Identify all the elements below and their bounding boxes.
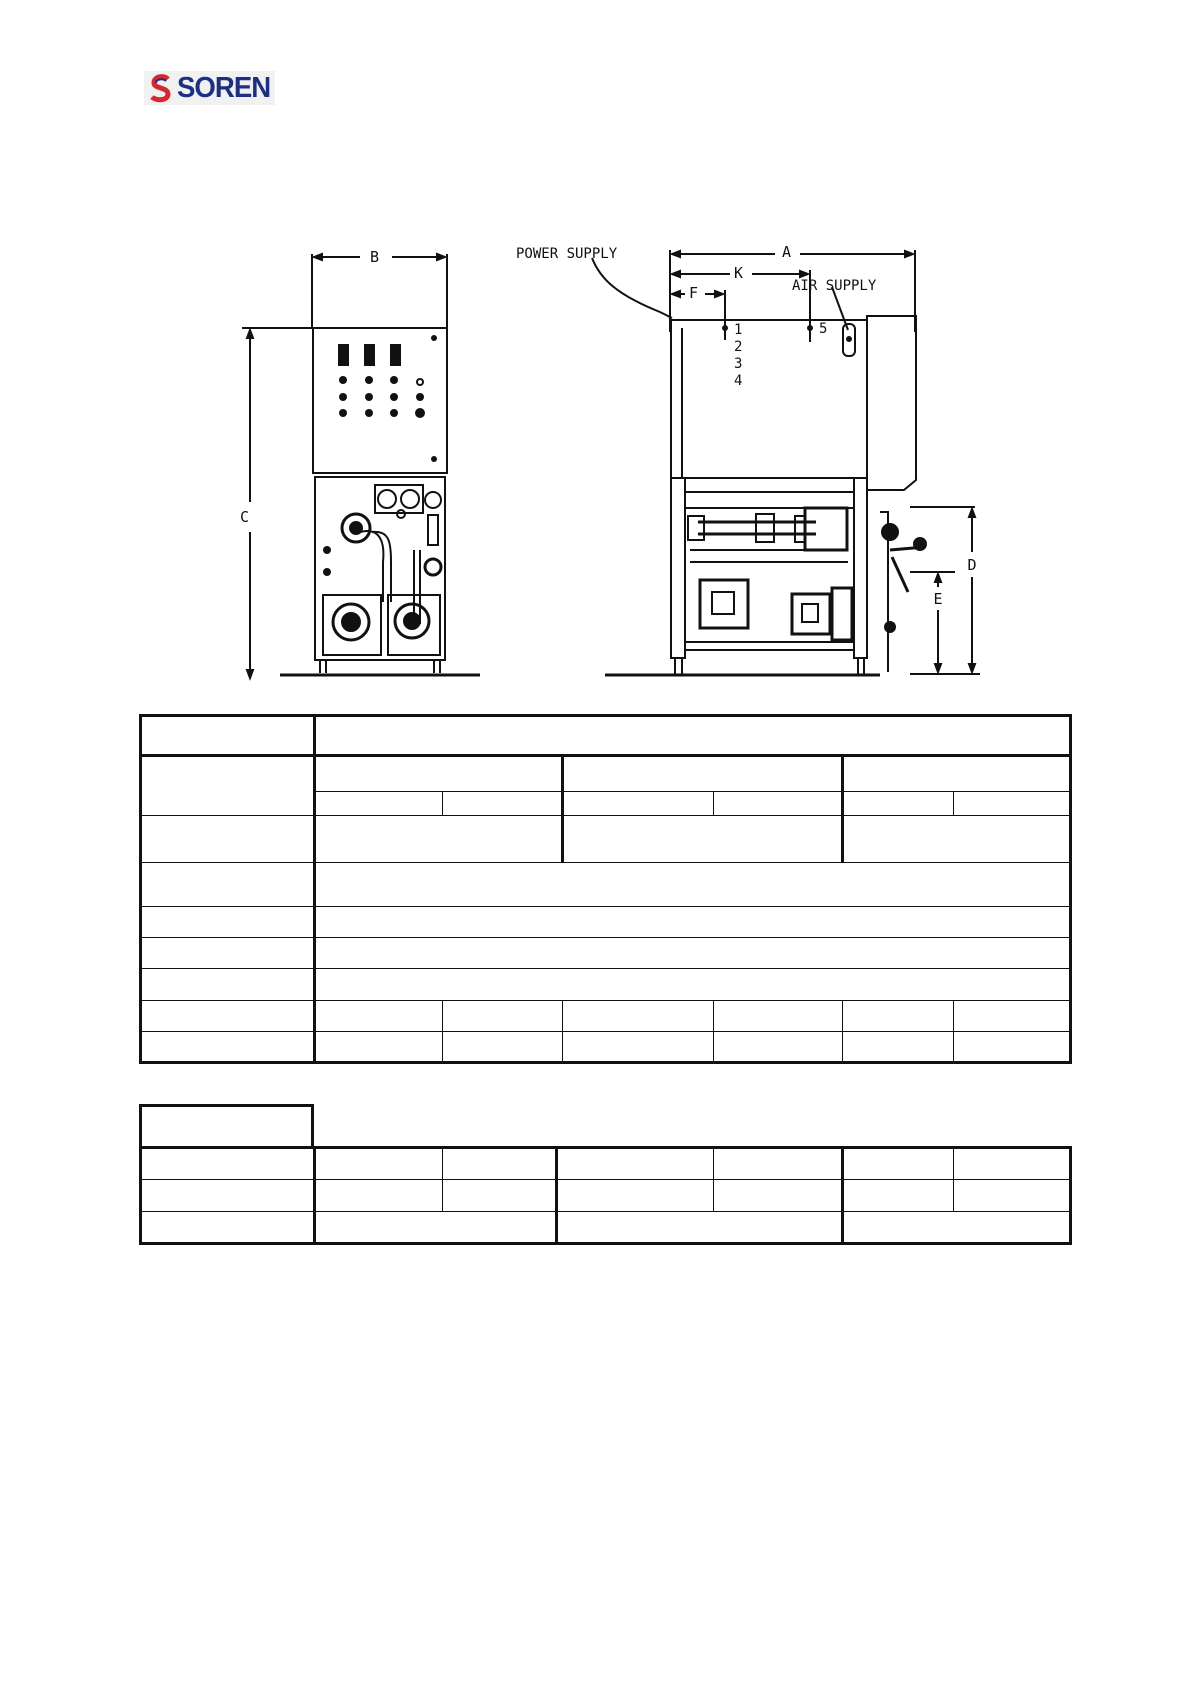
table-cell bbox=[843, 1032, 953, 1063]
table-row bbox=[141, 816, 1071, 863]
soren-logo-mark-icon bbox=[146, 73, 176, 103]
table-row bbox=[141, 1001, 1071, 1032]
machine-drawing bbox=[220, 232, 1040, 687]
table-cell bbox=[314, 969, 1070, 1001]
terminal-4: 4 bbox=[734, 373, 743, 389]
table-row bbox=[141, 1148, 1071, 1180]
table-row bbox=[141, 969, 1071, 1001]
dim-c-label: C bbox=[240, 508, 250, 526]
table-cell bbox=[442, 792, 562, 816]
table-cell bbox=[563, 1001, 713, 1032]
table-row bbox=[141, 907, 1071, 938]
table-row bbox=[141, 756, 1071, 792]
table-cell bbox=[141, 938, 315, 969]
table-cell bbox=[314, 756, 563, 792]
table-cell bbox=[442, 1148, 556, 1180]
power-supply-label: POWER SUPPLY bbox=[516, 246, 618, 262]
table-row bbox=[141, 1180, 1071, 1212]
table-cell bbox=[843, 1001, 953, 1032]
table-cell bbox=[314, 792, 442, 816]
table-cell bbox=[314, 863, 1070, 907]
table-cell bbox=[314, 816, 563, 863]
table-cell bbox=[843, 1180, 953, 1212]
table-cell bbox=[141, 716, 315, 756]
dim-d-label: D bbox=[967, 556, 977, 574]
table-cell bbox=[314, 1180, 442, 1212]
terminal-1: 1 bbox=[734, 322, 743, 338]
terminal-3: 3 bbox=[734, 356, 743, 372]
table-cell bbox=[314, 1001, 442, 1032]
table-cell bbox=[953, 1032, 1070, 1063]
table-cell bbox=[141, 756, 315, 816]
table-cell bbox=[141, 1001, 315, 1032]
table-cell bbox=[314, 1148, 442, 1180]
table-cell bbox=[953, 1001, 1070, 1032]
table-cell bbox=[557, 1148, 714, 1180]
table-cell bbox=[314, 716, 1070, 756]
spec-table-secondary bbox=[139, 1146, 1072, 1245]
soren-logo bbox=[144, 71, 275, 105]
table-row bbox=[141, 716, 1071, 756]
terminal-2: 2 bbox=[734, 339, 743, 355]
table-cell bbox=[843, 1212, 1071, 1244]
table-cell bbox=[953, 1180, 1070, 1212]
dim-b-label: B bbox=[370, 248, 380, 266]
table-cell bbox=[141, 1180, 315, 1212]
table-cell bbox=[314, 907, 1070, 938]
table-row bbox=[141, 1212, 1071, 1244]
spec-table-secondary-header bbox=[139, 1104, 314, 1147]
table-cell bbox=[713, 1148, 842, 1180]
table-cell bbox=[713, 792, 842, 816]
table-cell bbox=[563, 816, 843, 863]
table-cell bbox=[713, 1180, 842, 1212]
dim-e-label: E bbox=[933, 590, 943, 608]
table-cell bbox=[953, 792, 1070, 816]
table-cell bbox=[442, 1001, 562, 1032]
table-cell bbox=[713, 1032, 842, 1063]
table-cell bbox=[563, 1032, 713, 1063]
dim-f-label: F bbox=[689, 284, 699, 302]
table-cell bbox=[141, 1212, 315, 1244]
air-supply-label: AIR SUPPLY bbox=[792, 278, 877, 294]
dim-k-label: K bbox=[734, 264, 744, 282]
logo-text: SOREN bbox=[177, 72, 271, 104]
table-cell bbox=[442, 1032, 562, 1063]
table-cell bbox=[141, 969, 315, 1001]
table-row bbox=[141, 1032, 1071, 1063]
table-cell bbox=[141, 863, 315, 907]
table-cell bbox=[563, 756, 843, 792]
table-cell bbox=[314, 1032, 442, 1063]
table-cell bbox=[843, 792, 953, 816]
table-cell bbox=[141, 816, 315, 863]
table-cell bbox=[953, 1148, 1070, 1180]
terminal-5: 5 bbox=[819, 321, 828, 337]
dim-a-label: A bbox=[782, 243, 792, 261]
table-cell bbox=[314, 1212, 557, 1244]
table-cell bbox=[713, 1001, 842, 1032]
table-cell bbox=[314, 938, 1070, 969]
table-cell bbox=[141, 1032, 315, 1063]
machine-drawing-svg bbox=[220, 232, 1040, 687]
table-cell bbox=[843, 756, 1071, 792]
table-cell bbox=[843, 1148, 953, 1180]
table-cell bbox=[563, 792, 713, 816]
table-cell bbox=[442, 1180, 556, 1212]
table-cell bbox=[843, 816, 1071, 863]
table-cell bbox=[141, 1148, 315, 1180]
spec-table-main bbox=[139, 714, 1072, 1064]
table-cell bbox=[557, 1212, 843, 1244]
table-row bbox=[141, 938, 1071, 969]
table-row bbox=[141, 863, 1071, 907]
table-cell bbox=[141, 907, 315, 938]
table-cell bbox=[557, 1180, 714, 1212]
